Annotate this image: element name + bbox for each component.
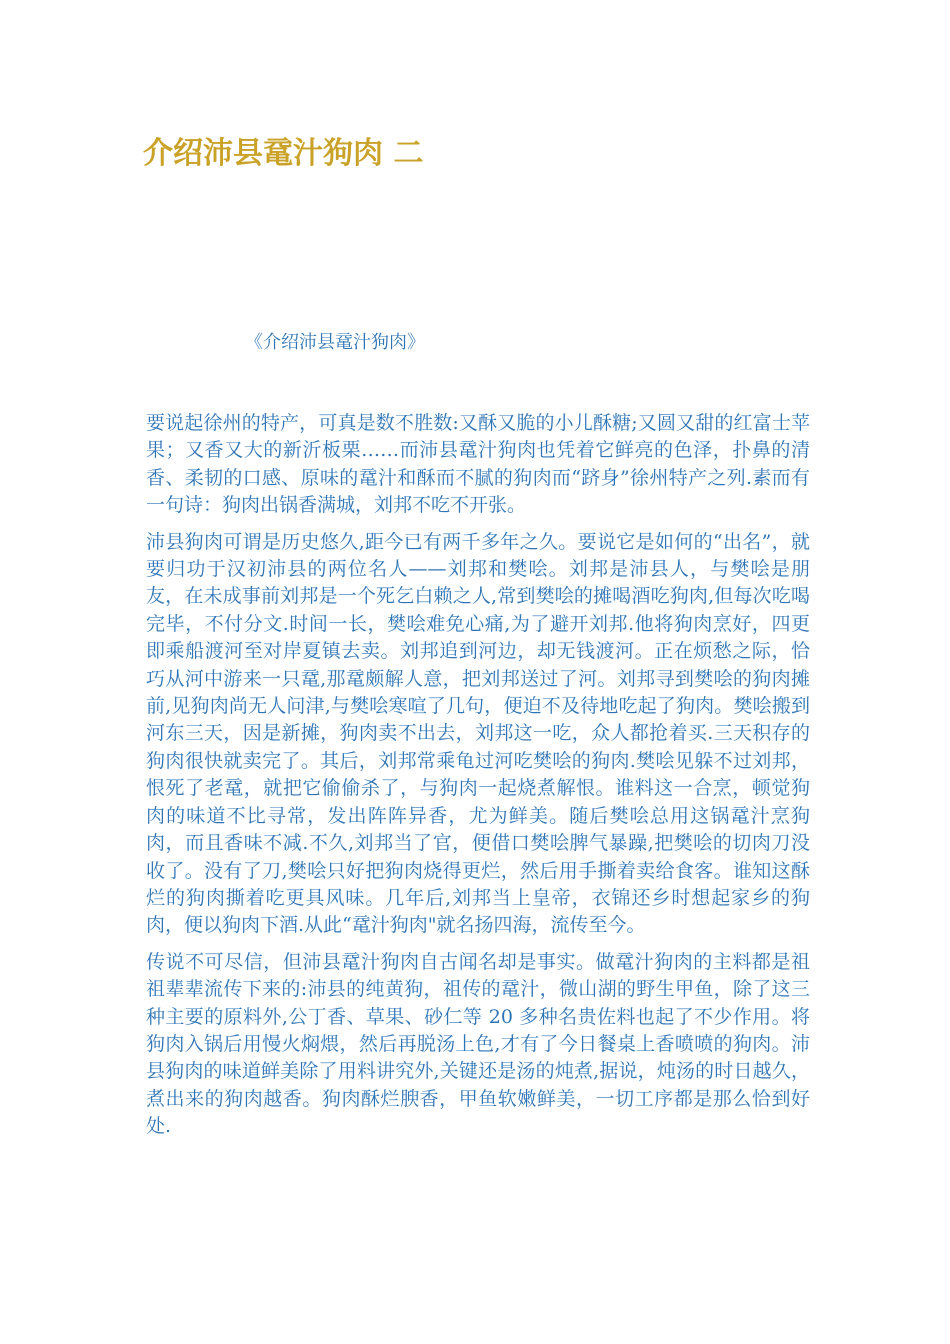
- document-body: [146, 410, 810, 1150]
- document-title: 介绍沛县鼋汁狗肉 二: [143, 136, 424, 171]
- paragraph-history: 沛县狗肉可谓是历史悠久,距今已有两千多年之久。要说它是如何的“出名”，就要归功于汉初沛县的两位名人——刘邦和樊哙。刘邦是沛县人，与樊哙是朋友，在未成事前刘邦是一个死乞白赖之人,常到樊哙的摊喝酒吃狗肉,但每次吃喝完毕，不付分文.时间一长，樊哙难免心痛,为了避开刘邦.他将狗肉烹好，四更即乘船渡河至对岸夏镇去卖。刘邦追到河边，却无钱渡河。正在烦愁之际，恰巧从河中游来一只鼋,那鼋颇解人意，把刘邦送过了河。刘邦寻到樊哙的狗肉摊前,见狗肉尚无人问津,与樊哙寒喧了几句，便迫不及待地吃起了狗肉。樊哙搬到河东三天，因是新摊，狗肉卖不出去，刘邦这一吃，众人都抢着买.三天积存的狗肉很快就卖完了。其后，刘邦常乘龟过河吃樊哙的狗肉.樊哙见躲不过刘邦，恨死了老鼋，就把它偷偷杀了，与狗肉一起烧煮解恨。谁料这一合烹，顿觉狗肉的味道不比寻常，发出阵阵异香，尤为鲜美。随后樊哙总用这锅鼋汁烹狗肉，而且香味不减.不久,刘邦当了官，便借口樊哙脾气暴躁,把樊哙的切肉刀没收了。没有了刀,樊哙只好把狗肉烧得更烂，然后用手撕着卖给食客。谁知这酥烂的狗肉撕着吃更具风味。几年后,刘邦当上皇帝，衣锦还乡时想起家乡的狗肉，便以狗肉下酒.从此“鼋汁狗肉"就名扬四海，流传至今。: [146, 530, 810, 937]
- paragraph-ingredients: 传说不可尽信，但沛县鼋汁狗肉自古闻名却是事实。做鼋汁狗肉的主料都是祖祖辈辈流传下来的:沛县的纯黄狗，祖传的鼋汁，微山湖的野生甲鱼，除了这三种主要的原料外,公丁香、草果、砂仁等 20 多种名贵佐料也起了不少作用。将狗肉入锅后用慢火焖煨，然后再脱汤上色,才有了今日餐桌上香喷喷的狗肉。沛县狗肉的味道鲜美除了用料讲究外,关键还是汤的炖煮,据说，炖汤的时日越久，煮出来的狗肉越香。狗肉酥烂腴香，甲鱼软嫩鲜美，一切工序都是那么恰到好处.: [146, 950, 810, 1138]
- paragraph-intro: 要说起徐州的特产，可真是数不胜数:又酥又脆的小儿酥糖;又圆又甜的红富士苹果；又香又大的新沂板栗……而沛县鼋汁狗肉也凭着它鲜亮的色泽，扑鼻的清香、柔韧的口感、原味的鼋汁和酥而不腻的狗肉而“跻身”徐州特产之列.素而有一句诗：狗肉出锅香满城，刘邦不吃不开张。: [146, 412, 810, 517]
- document-subtitle: 《介绍沛县鼋汁狗肉》: [245, 332, 425, 353]
